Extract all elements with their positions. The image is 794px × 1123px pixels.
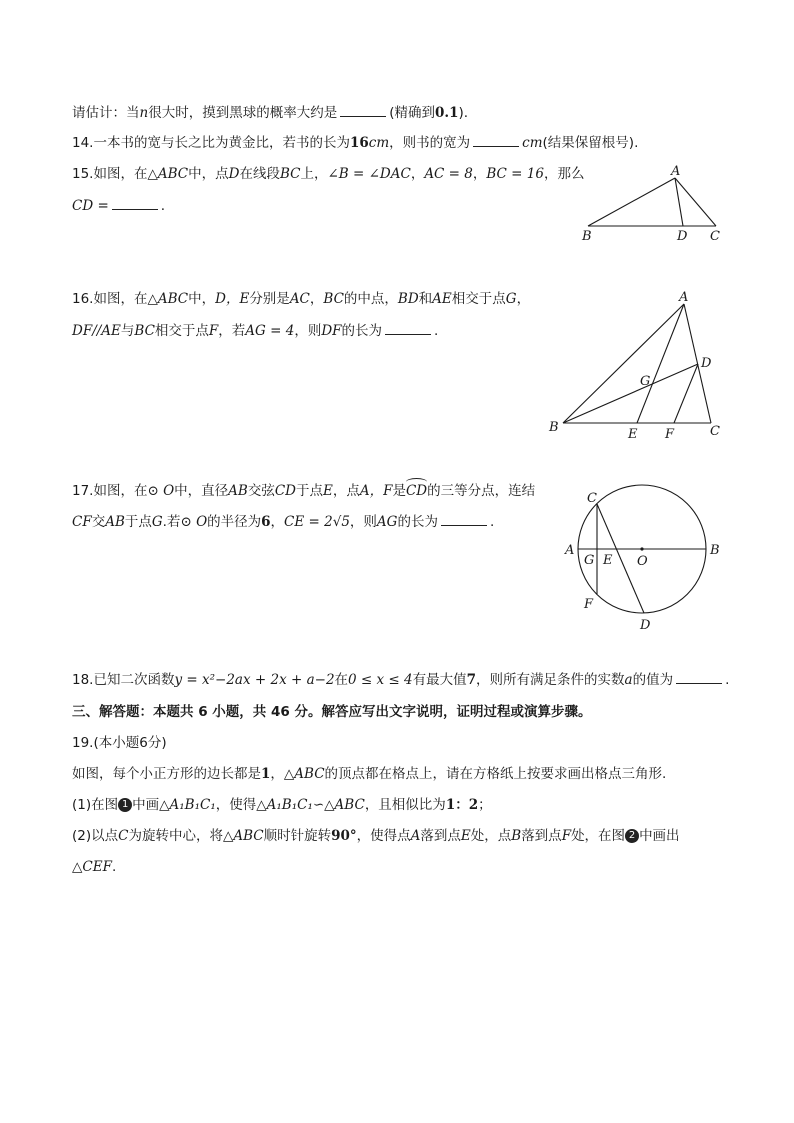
- q19-text: 的顶点都在格点上，请在方格纸上按要求画出格点三角形.: [324, 766, 667, 782]
- q13-var-n: n: [139, 105, 149, 121]
- q16-label-e: E: [628, 427, 638, 442]
- q19-text: ，: [270, 766, 284, 782]
- q18-text: 有最大值: [412, 672, 467, 688]
- q16-label-g: G: [640, 374, 651, 389]
- q19-text: 中画出: [639, 828, 680, 844]
- q17-text: ，则: [349, 514, 377, 530]
- q16-df: DF: [321, 323, 342, 339]
- q16-df-ae: DF//AE: [72, 323, 121, 339]
- q19-text: (2)以点: [72, 828, 119, 844]
- q17-cd: CD: [274, 483, 296, 499]
- q16-bc: BC: [323, 291, 344, 307]
- q16-text: 中，: [188, 291, 216, 307]
- q13-precision: 0.1: [434, 105, 459, 121]
- q19-text: 中画: [132, 797, 160, 813]
- q15-bc: BC = 16: [486, 166, 544, 182]
- q19-header: [72, 733, 167, 753]
- q14-unit: cm: [522, 135, 543, 151]
- q19-text: ，使得点: [356, 828, 411, 844]
- q15-line-1: [72, 164, 584, 184]
- q17-ce: CE = 2√5: [284, 514, 350, 530]
- q16-line-1: [72, 289, 530, 309]
- q16-end: .: [434, 323, 439, 339]
- answer-blank[interactable]: [385, 321, 431, 335]
- q17-text: 中，直径: [174, 483, 229, 499]
- q18-text: 在: [334, 672, 349, 688]
- q17-text: 交: [91, 514, 106, 530]
- q16-figure: [545, 288, 730, 443]
- q16-text: 的中点，: [343, 291, 398, 307]
- q17-text: 的长为: [397, 514, 438, 530]
- q15-text: 上，: [300, 166, 328, 182]
- q17-ab: AB: [105, 514, 125, 530]
- q19-text: 为旋转中心，将: [128, 828, 223, 844]
- q13-text: 很大时，摸到黑球的概率大约是: [148, 105, 338, 121]
- q16-text: 分别是: [249, 291, 290, 307]
- q17-label-c: C: [587, 491, 597, 506]
- q19-triangle-cef: △CEF: [72, 859, 112, 875]
- q17-circle: ⊙ O: [180, 514, 208, 530]
- q19-text: ，且相似比为: [364, 797, 446, 813]
- q19-text: 处，在图: [571, 828, 626, 844]
- q19-angle: 90°: [331, 828, 357, 844]
- q19-text: (1)在图: [72, 797, 119, 813]
- q17-ag: AG: [376, 514, 398, 530]
- q18-text: 已知二次函数: [93, 672, 175, 688]
- q19-text: ；: [478, 797, 492, 813]
- q18-function: y = x²−2ax + 2x + a−2: [174, 672, 335, 688]
- q19-intro: [72, 764, 666, 784]
- q17-label-a: A: [565, 543, 575, 558]
- q17-circle: ⊙ O: [147, 483, 175, 499]
- q18-number: 18.: [72, 672, 94, 688]
- q19-triangle: △ABC: [283, 766, 325, 782]
- q17-label-g: G: [584, 553, 595, 568]
- q13-text: 请估计：当: [72, 105, 140, 121]
- q15-number: 15.: [72, 166, 94, 182]
- answer-blank[interactable]: [441, 512, 487, 526]
- q19-side-length: 1: [261, 766, 271, 782]
- q17-label-o: O: [637, 554, 648, 569]
- q16-number: 16.: [72, 291, 94, 307]
- q18-line: [72, 670, 729, 690]
- answer-blank[interactable]: [340, 103, 386, 117]
- q15-line-2: [72, 196, 165, 216]
- q16-triangle: △ABC: [147, 291, 189, 307]
- q17-ab: AB: [228, 483, 248, 499]
- q16-text: 与: [120, 323, 135, 339]
- q14-length: 16: [349, 135, 369, 151]
- q19-triangle: △ABC: [222, 828, 264, 844]
- q15-text: 在线段: [239, 166, 280, 182]
- q15-figure: [578, 162, 728, 244]
- q17-center-dot: [640, 547, 643, 550]
- q17-sep: ，: [270, 514, 285, 530]
- q14-number: 14.: [72, 135, 94, 151]
- q19-text: 如图，每个小正方形的边长都是: [72, 766, 261, 782]
- q17-text: 于点: [124, 514, 152, 530]
- q18-end: .: [725, 672, 730, 688]
- q19-part-2-cont: [72, 857, 116, 877]
- q14-text: (结果保留根号).: [542, 135, 639, 151]
- q14-line: [72, 133, 638, 153]
- q17-line-2: [72, 512, 494, 532]
- q16-ae: AE: [432, 291, 452, 307]
- q15-sep: ，: [472, 166, 487, 182]
- q13-text: ).: [458, 105, 469, 121]
- q19-triangle-a1b1c1: △A₁B₁C₁: [159, 797, 216, 813]
- q14-text: 一本书的宽与长之比为黄金比，若书的长为: [93, 135, 350, 151]
- q15-triangle: △ABC: [147, 166, 189, 182]
- q16-f: F: [208, 323, 219, 339]
- q17-g: G: [151, 514, 163, 530]
- q19-part-1: [72, 795, 492, 815]
- q16-bc: BC: [134, 323, 155, 339]
- q17-cf: CF: [72, 514, 92, 530]
- q19-score: (本小题6分): [93, 735, 167, 751]
- q16-text: 和: [418, 291, 433, 307]
- figure-1-badge: 1: [118, 798, 132, 812]
- q17-text: 如图，在: [93, 483, 148, 499]
- q18-text: ，则所有满足条件的实数: [476, 672, 625, 688]
- q17-text: 的半径为: [207, 514, 262, 530]
- q19-text: 顺时针旋转: [263, 828, 332, 844]
- q17-text: 的三等分点，连结: [427, 483, 536, 499]
- q18-range: 0 ≤ x ≤ 4: [348, 672, 413, 688]
- q19-text: 落到点: [420, 828, 461, 844]
- q19-point-c: C: [118, 828, 129, 844]
- q17-end: .: [489, 514, 495, 530]
- q15-side-ab: [588, 178, 675, 226]
- q15-side-ac: [675, 178, 716, 226]
- q15-text: 中，点: [188, 166, 229, 182]
- q15-segment: BC: [279, 166, 301, 182]
- q15-sep: ，: [410, 166, 425, 182]
- q15-label-d: D: [677, 229, 688, 244]
- q15-label-a: A: [671, 164, 681, 179]
- q16-ac: AC: [289, 291, 310, 307]
- q16-sep: ，: [309, 291, 324, 307]
- q16-text: 如图，在: [93, 291, 148, 307]
- q16-text: 相交于点: [154, 323, 209, 339]
- q16-ag: AG = 4: [245, 323, 295, 339]
- q14-text: ，则书的宽为: [389, 135, 471, 151]
- q19-similarity: △A₁B₁C₁∽△ABC: [256, 797, 365, 813]
- q17-label-e: E: [603, 553, 613, 568]
- q19-point-a: A: [410, 828, 421, 844]
- q19-point-e: E: [460, 828, 471, 844]
- q16-side-ab: [563, 304, 684, 423]
- q16-label-b: B: [549, 420, 559, 435]
- q17-radius: 6: [261, 514, 271, 530]
- q15-angles: ∠B = ∠DAC: [327, 166, 411, 182]
- q17-label-d: D: [640, 618, 651, 633]
- q19-part-2: [72, 826, 680, 846]
- q16-label-a: A: [679, 290, 689, 305]
- q19-point-b: B: [511, 828, 522, 844]
- q18-var-a: a: [624, 672, 633, 688]
- q15-text: ，那么: [543, 166, 585, 182]
- q17-text: 于点: [295, 483, 323, 499]
- q16-text: ，若: [218, 323, 246, 339]
- q15-label-b: B: [582, 229, 592, 244]
- q14-unit: cm: [368, 135, 390, 151]
- q17-e: E: [322, 483, 333, 499]
- q18-max: 7: [466, 672, 477, 688]
- q19-text: ，使得: [215, 797, 257, 813]
- q18-text: 的值为: [632, 672, 674, 688]
- q19-number: 19.: [72, 735, 94, 751]
- q17-line-1: [72, 481, 535, 501]
- q16-g: G: [505, 291, 517, 307]
- q19-ratio: 1：2: [445, 797, 479, 813]
- q17-text: 交弦: [247, 483, 275, 499]
- section-heading: 三、解答题：本题共 6 小题，共 46 分。解答应写出文字说明，证明过程或演算步骤。: [72, 704, 592, 720]
- q17-label-f: F: [584, 597, 594, 612]
- q19-end: .: [111, 859, 117, 875]
- q17-number: 17.: [72, 483, 94, 499]
- q16-points: D，E: [215, 291, 250, 307]
- q17-text: ，点: [332, 483, 360, 499]
- answer-blank[interactable]: [473, 133, 519, 147]
- q19-text: 落到点: [521, 828, 562, 844]
- q17-label-b: B: [710, 543, 720, 558]
- q15-end: .: [160, 198, 166, 214]
- q17-figure: [560, 484, 730, 634]
- q15-ac: AC = 8: [424, 166, 473, 182]
- q13-tail-line: [72, 103, 468, 123]
- q16-sep: ，: [516, 291, 531, 307]
- q17-text: 是: [392, 483, 406, 499]
- q13-text: (精确到: [389, 105, 435, 121]
- figure-2-badge: 2: [625, 829, 639, 843]
- q16-label-c: C: [710, 424, 720, 439]
- q15-label-c: C: [710, 229, 720, 244]
- q16-text: 相交于点: [451, 291, 506, 307]
- q17-text: .若: [162, 514, 181, 530]
- q17-af: A，F: [359, 483, 393, 499]
- q17-arc-cd: CD: [405, 483, 428, 499]
- q16-label-d: D: [701, 356, 712, 371]
- q19-text: 处，点: [470, 828, 512, 844]
- q16-text: ，则: [294, 323, 322, 339]
- q16-line-2: [72, 321, 438, 341]
- q16-bd: BD: [397, 291, 419, 307]
- answer-blank[interactable]: [676, 670, 722, 684]
- q15-point: D: [228, 166, 240, 182]
- q16-text: 的长为: [341, 323, 383, 339]
- q16-segment-ae: [637, 304, 684, 423]
- answer-blank[interactable]: [112, 196, 158, 210]
- q16-label-f: F: [665, 427, 675, 442]
- q15-cd: CD =: [72, 198, 109, 214]
- q15-text: 如图，在: [93, 166, 148, 182]
- q19-point-f: F: [561, 828, 572, 844]
